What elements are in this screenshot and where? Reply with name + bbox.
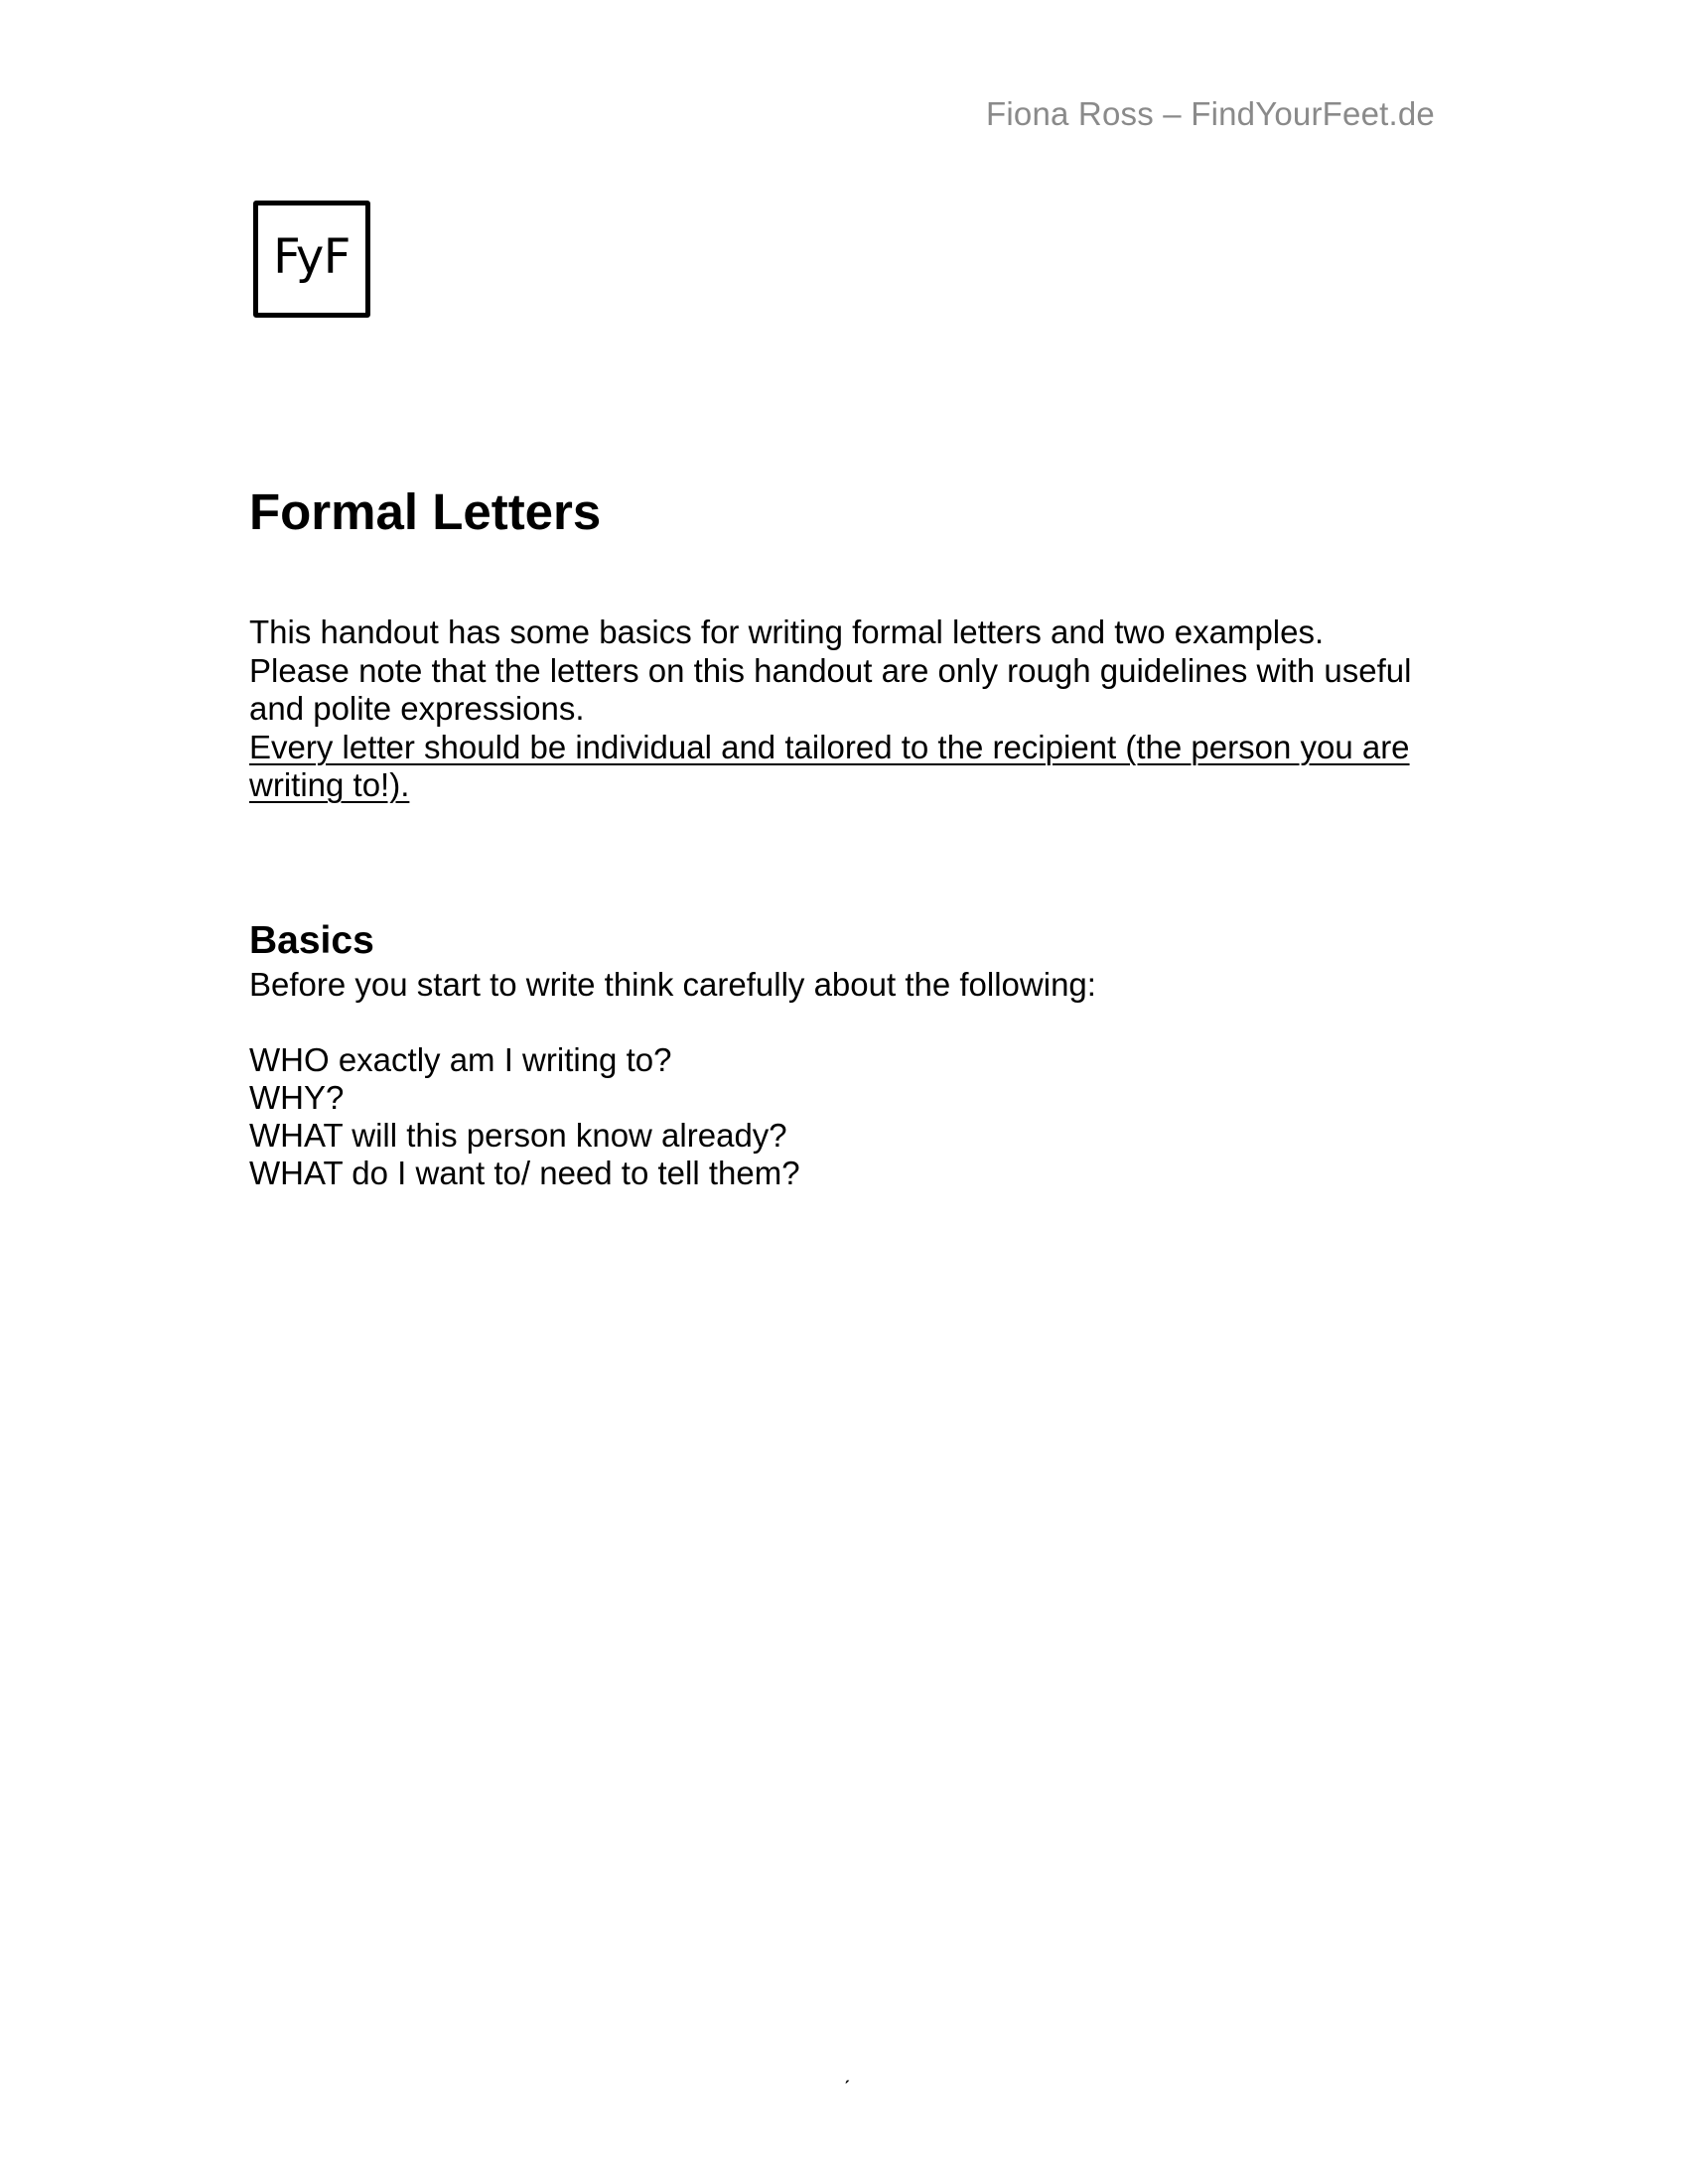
- page-number-mark: ˏ: [843, 2059, 851, 2084]
- question-item: WHO exactly am I writing to?: [249, 1041, 672, 1078]
- intro-paragraph-2: Please note that the letters on this handout are only rough guidelines with useful and polite expressions.: [249, 651, 1412, 727]
- intro-underlined-note: Every letter should be individual and tailored to the recipient (the person you are writing to!).: [249, 728, 1410, 803]
- question-item: WHAT will this person know already?: [249, 1117, 787, 1154]
- basics-heading: Basics: [249, 919, 374, 962]
- fyf-logo: [253, 201, 370, 318]
- question-item: WHAT do I want to/ need to tell them?: [249, 1155, 800, 1191]
- header-credit: Fiona Ross – FindYourFeet.de: [986, 95, 1435, 132]
- question-list: [249, 1041, 800, 1192]
- logo-text: FyF: [273, 229, 351, 285]
- intro-paragraph-1: This handout has some basics for writing formal letters and two examples.: [249, 614, 1325, 650]
- basics-lead: Before you start to write think carefully about the following:: [249, 966, 1096, 1003]
- page-title: Formal Letters: [249, 483, 602, 540]
- question-item: WHY?: [249, 1079, 345, 1116]
- intro-section: [249, 614, 1461, 805]
